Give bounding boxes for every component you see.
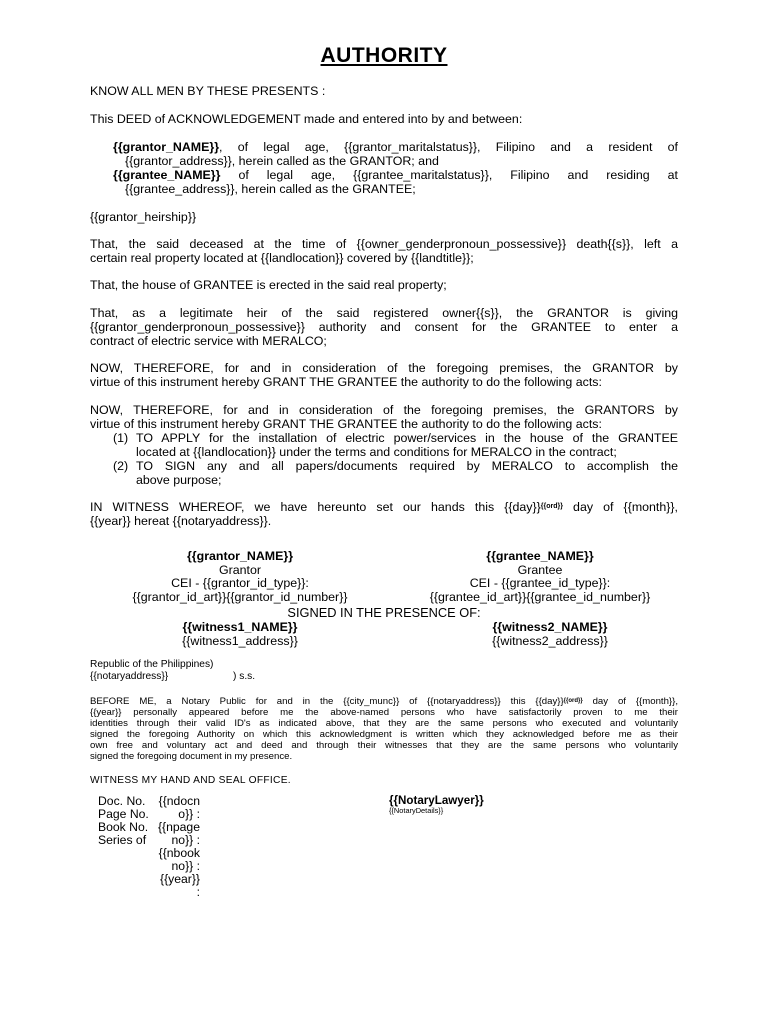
para5-line2: virtue of this instrument hereby GRANT THE GRANTEE the authority to do the following acts:: [90, 417, 602, 431]
notary-details: {{NotaryDetails}}: [389, 806, 444, 815]
para5-line1: NOW, THEREFORE, for and in consideration of the foregoing premises, the GRANTORS by: [90, 403, 678, 417]
grantee-signature-role: Grantee: [517, 562, 563, 577]
page-no-value-1: {{npage: [157, 820, 200, 834]
before-me-line1: [90, 696, 678, 707]
witness-whereof-line1: [90, 500, 678, 514]
grantor-party-line2: {{grantor_address}}, herein called as the GRANTOR; and: [125, 154, 439, 168]
book-no-value-2: no}} :: [171, 859, 200, 873]
before-me-text-a: BEFORE ME, a Notary Public for and in the {{city_munc}} of {{notaryaddress}} this {{day}}: [90, 696, 564, 707]
before-me-line5: own free and voluntary act and deed and through their witnesses that they are the same persons who voluntarily: [90, 740, 678, 751]
grantor-signature-name: {{grantor_NAME}}: [186, 549, 294, 563]
page-no-label: Page No.: [98, 807, 149, 821]
ss-mark: ) s.s.: [233, 671, 256, 682]
before-me-line2: {{year}} personally appeared before me the above-named persons who have satisfactorily proven to me their: [90, 707, 678, 718]
para3-line3: contract of electric service with MERALCO;: [90, 334, 327, 348]
book-no-value-1: {{nbook: [158, 846, 200, 860]
witness-hand-line: WITNESS MY HAND AND SEAL OFFICE.: [90, 775, 291, 786]
notary-address-line: {{notaryaddress}}: [90, 671, 169, 682]
grantor-cei: CEI - {{grantor_id_type}}:: [171, 576, 309, 590]
grantor-id: {{grantor_id_art}}{{grantor_id_number}}: [132, 589, 348, 604]
witness1-block: [130, 621, 350, 648]
list-item-1-number: (1): [113, 431, 129, 445]
intro-line: KNOW ALL MEN BY THESE PRESENTS :: [90, 84, 326, 98]
signed-in-presence: SIGNED IN THE PRESENCE OF:: [287, 605, 481, 620]
witness1-address: {{witness1_address}}: [182, 633, 298, 648]
before-me-text-b: day of {{month}},: [582, 696, 678, 707]
series-year-value: {{year}}: [160, 872, 200, 886]
grantee-party-line2: {{grantee_address}}, herein called as the GRANTEE;: [125, 182, 416, 196]
republic-line: Republic of the Philippines): [90, 659, 214, 670]
book-no-label: Book No.: [98, 820, 149, 834]
grantor-details: , of legal age, {{grantor_maritalstatus}}, Filipino and a resident of: [219, 140, 678, 154]
grantor-name: {{grantor_NAME}}: [113, 140, 220, 154]
grantee-party-line1: [113, 168, 678, 182]
doc-no-label: Doc. No.: [98, 794, 146, 808]
list-item-2-line1: TO SIGN any and all papers/documents required by MERALCO to accomplish the: [136, 459, 678, 473]
before-me-line6: signed the foregoing document in my presence.: [90, 751, 293, 762]
before-me-ordinal: {{ord}}: [563, 698, 583, 704]
witness1-name: {{witness1_NAME}}: [182, 620, 298, 634]
para2-line: That, the house of GRANTEE is erected in the said real property;: [90, 278, 447, 292]
heirship-line: {{grantor_heirship}}: [90, 210, 197, 224]
grantee-name: {{grantee_NAME}}: [113, 168, 221, 182]
notary-lawyer: {{NotaryLawyer}}: [389, 794, 484, 807]
para4-line2: virtue of this instrument hereby GRANT THE GRANTEE the authority to do the following acts:: [90, 375, 602, 389]
witness2-address: {{witness2_address}}: [492, 633, 608, 648]
deed-line: This DEED of ACKNOWLEDGEMENT made and entered into by and between:: [90, 112, 523, 126]
para4-line1: NOW, THEREFORE, for and in consideration of the foregoing premises, the GRANTOR by: [90, 361, 678, 375]
grantee-signature-block: [410, 550, 670, 604]
witness-whereof-line2: {{year}} hereat {{notaryaddress}}.: [90, 514, 272, 528]
grantor-party-line1: [113, 140, 678, 154]
grantee-cei: CEI - {{grantee_id_type}}:: [469, 576, 611, 590]
list-item-1-line1: TO APPLY for the installation of electric power/services in the house of the GRANTEE: [136, 431, 678, 445]
para3-line2: {{grantor_genderpronoun_possessive}} authority and consent for the GRANTEE to enter a: [90, 320, 678, 334]
witness2-name: {{witness2_NAME}}: [492, 620, 608, 634]
witness-whereof-text-b: day of {{month}},: [562, 500, 678, 514]
series-year-colon: :: [196, 885, 200, 899]
before-me-line4: signed the foregoing Authority on which this acknowledgment is written which they acknowledged before me as their: [90, 729, 678, 740]
doc-no-value-2: o}} :: [178, 807, 200, 821]
page-no-value-2: no}} :: [171, 833, 200, 847]
witness-whereof-ordinal: {{ord}}: [540, 503, 563, 510]
document-title: AUTHORITY: [320, 44, 448, 67]
list-item-2-line2: above purpose;: [136, 473, 222, 487]
grantor-signature-role: Grantor: [218, 562, 261, 577]
grantee-signature-name: {{grantee_NAME}}: [486, 549, 594, 563]
para1-line2: certain real property located at {{landlocation}} covered by {{landtitle}};: [90, 251, 474, 265]
before-me-line3: identities through their valid ID's as indicated above, that they are the same persons who executed and voluntarily: [90, 718, 678, 729]
grantor-signature-block: [120, 550, 360, 604]
para1-line1: That, the said deceased at the time of {{owner_genderpronoun_possessive}} death{{s}}, left a: [90, 237, 678, 251]
para3-line1: That, as a legitimate heir of the said registered owner{{s}}, the GRANTOR is giving: [90, 306, 678, 320]
witness-whereof-text-a: IN WITNESS WHEREOF, we have hereunto set our hands this {{day}}: [90, 500, 541, 514]
series-label: Series of: [98, 833, 147, 847]
grantee-details: of legal age, {{grantee_maritalstatus}}, Filipino and residing at: [220, 168, 678, 182]
witness2-block: [440, 621, 660, 648]
list-item-2-number: (2): [113, 459, 129, 473]
grantee-id: {{grantee_id_art}}{{grantee_id_number}}: [429, 589, 651, 604]
list-item-1-line2: located at {{landlocation}} under the terms and conditions for MERALCO in the contract;: [136, 445, 617, 459]
doc-no-value-1: {{ndocn: [158, 794, 200, 808]
